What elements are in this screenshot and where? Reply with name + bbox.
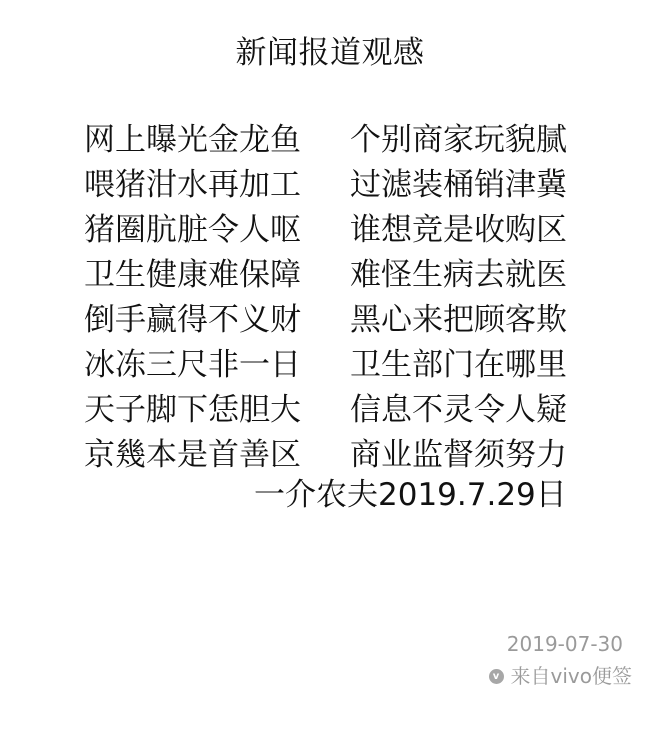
poem-line-right: 商业监督须努力 [350, 437, 567, 473]
poem-line-right: 黑心来把顾客欺 [350, 302, 567, 338]
note-date: 2019-07-30 [506, 632, 623, 656]
poem-line-right: 信息不灵令人疑 [350, 392, 567, 428]
poem-line-left: 倒手赢得不义财 [84, 302, 301, 338]
poem-line-left: 卫生健康难保障 [84, 257, 301, 293]
poem-line-left: 京幾本是首善区 [84, 437, 301, 473]
poem-line [84, 298, 604, 343]
poem-line-left: 喂猪泔水再加工 [84, 167, 301, 203]
poem-line-left: 网上曝光金龙鱼 [84, 122, 301, 158]
note-signature: 一介农夫2019.7.29日 [254, 477, 567, 513]
vivo-logo-icon: v [489, 669, 504, 684]
source-label: 来自vivo便签 [510, 664, 632, 688]
poem-line [84, 118, 604, 163]
poem-line-left: 天子脚下恁胆大 [84, 392, 301, 428]
poem-line-right: 过滤装桶销津冀 [350, 167, 567, 203]
poem-line-right: 难怪生病去就医 [350, 257, 567, 293]
poem-line-right: 谁想竞是收购区 [350, 212, 567, 248]
poem-line [84, 388, 604, 433]
poem-line-right: 个别商家玩貌腻 [350, 122, 567, 158]
poem-line [84, 208, 604, 253]
poem-line [84, 253, 604, 298]
poem-line-left: 猪圈肮脏令人呕 [84, 212, 301, 248]
poem-line-left: 冰冻三尺非一日 [84, 347, 301, 383]
note-source [489, 662, 632, 690]
poem-line-right: 卫生部门在哪里 [350, 347, 567, 383]
poem-line [84, 433, 604, 478]
poem-body [84, 118, 604, 478]
note-title: 新闻报道观感 [235, 35, 425, 71]
poem-line [84, 343, 604, 388]
poem-line [84, 163, 604, 208]
